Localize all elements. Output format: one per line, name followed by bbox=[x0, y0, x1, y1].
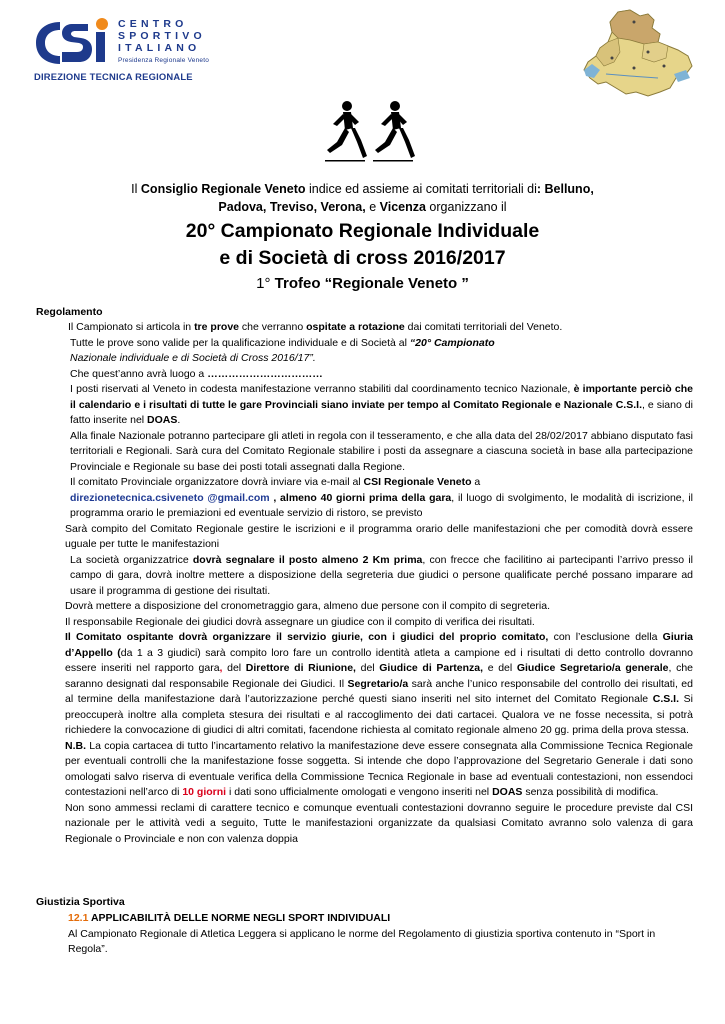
para-d: I posti riservati al Veneto in codesta manifestazione verranno stabiliti dal coordinamento tecnico Nazionale, è importante perciò che il calendario e i risultati di tutte le gare Provinciali siano inviate per tempo al Comitato Regionale e Nazionale C.S.I., e siano di fatto inserite nel DOAS. bbox=[70, 383, 693, 426]
title-line-3: 1° Trofeo “Regionale Veneto ” bbox=[256, 275, 469, 292]
para-c: Che quest’anno avrà luogo a …………………………… bbox=[70, 367, 323, 380]
logo-line-sportivo: SPORTIVO bbox=[118, 30, 206, 42]
logo-line-centro: CENTRO bbox=[118, 18, 188, 30]
giustizia-body bbox=[68, 911, 668, 958]
intro-text: Il Consiglio Regionale Veneto indice ed assieme ai comitati territoriali di: Belluno, Padova, Treviso, Verona, e Vicenza organizzano il bbox=[131, 182, 594, 214]
para-m: N.B. La copia cartacea di tutto l’incartamento relativo la manifestazione deve essere consegnata alla Commissione Tecnica Regionale per eventuali controlli che la manifestazione fosse soggetta. Si intende che dopo l’approvazione del Segretario Generale i dati sono omologati salvo riserva di eventuale verifica della Commissione Tecnica Regionale in base ad eventuali contestazioni, non essendoci contestazioni nell’arco di 10 giorni i dati sono ufficialmente omologati e vengono inseriti nel DOAS senza possibilità di modifica. bbox=[65, 739, 693, 798]
para-l: Il Comitato ospitante dovrà organizzare il servizio giurie, con i giudici del proprio comitato, con l’esclusione della Giuria d’Appello (da 1 a 3 giudici) sarà compito loro fare un controllo identità atleta a campione ed i risultati di detto controllo dovranno essere inseriti nel rapporto gara, del Direttore di Riunione, del Giudice di Partenza, e del Giudice Segretario/a generale, che saranno designati dal responsabile Regionale dei Giudici. Il Segretario/a sarà anche l’unico responsabile del controllo dei risultati, ed al termine della manifestazione darà l’autorizzazione perché questi siano inseriti nel sito internet del Comitato Regionale C.S.I. Si preoccuperà inoltre alla completa stesura dei risultati e al raccoglimento dei dati cartacei. Qualora ve ne fosse necessita, si potrà richiedere la convocazione di giudici di altri comitati, facendone richiesta al comitato regionale almeno 20 gg. prima della prova stessa. bbox=[65, 631, 693, 736]
para-a: Il Campionato si articola in tre prove che verranno ospitate a rotazione dai comitati territoriali del Veneto. bbox=[68, 321, 563, 333]
giustizia-heading: Giustizia Sportiva bbox=[36, 896, 125, 908]
para-k: Il responsabile Regionale dei giudici dovrà assegnare un giudice con il compito di verifica dei risultati. bbox=[65, 615, 535, 628]
logo-line-italiano: ITALIANO bbox=[118, 42, 201, 54]
para-b: Tutte le prove sono valide per la qualificazione individuale e di Società al “20° Campionato Nazionale individuale e di Società di Cross 2016/17”. bbox=[70, 336, 495, 364]
logo-direzione: DIREZIONE TECNICA REGIONALE bbox=[34, 71, 193, 82]
para-f: Il comitato Provinciale organizzatore dovrà inviare via e-mail al CSI Regionale Veneto a bbox=[70, 476, 481, 488]
para-j: Dovrà mettere a disposizione del cronometraggio gara, almeno due persone con il compito di segreteria. bbox=[65, 600, 551, 612]
para-g: direzionetecnica.csiveneto @gmail.com , almeno 40 giorni prima della gara, il luogo di svolgimento, le modalità di iscrizione, il programma orario le premiazioni ed eventuale servizio di ristoro, se previsto bbox=[70, 491, 694, 519]
logo-text bbox=[118, 18, 209, 64]
csi-logo-mark-icon bbox=[30, 16, 118, 70]
email-link[interactable]: direzionetecnica.csiveneto @gmail.com bbox=[70, 491, 270, 504]
title-line-2: e di Società di cross 2016/2017 bbox=[219, 247, 506, 269]
giustizia-text: Al Campionato Regionale di Atletica Leggera si applicano le norme del Regolamento di giustizia sportiva contenuto in “Sport in Regola”. bbox=[68, 927, 656, 955]
two-runners-icon bbox=[315, 98, 419, 166]
regolamento-body bbox=[65, 320, 694, 847]
csi-logo bbox=[30, 16, 220, 86]
giustizia-title: 12.1 APPLICABILITÀ DELLE NORME NEGLI SPORT INDIVIDUALI bbox=[68, 912, 391, 924]
regolamento-heading: Regolamento bbox=[36, 306, 103, 318]
para-h: Sarà compito del Comitato Regionale gestire le iscrizioni e il programma orario delle manifestazioni che per comodità dovrà essere uguale per tutte le manifestazioni bbox=[65, 522, 693, 550]
logo-subtitle: Presidenza Regionale Veneto bbox=[118, 57, 210, 64]
para-e: Alla finale Nazionale potranno partecipare gli atleti in regola con il tesseramento, e che alla data del 28/02/2017 abbiano disputato fasi territoriali e Regionali. Sarà cura del Comitato Regionale stabilire i posti da assegnare a ciascuna società in base alla partecipazione Provinciale e Regionale su base dei posti totali assegnati dalla Regione. bbox=[70, 429, 693, 473]
veneto-region-map-icon bbox=[578, 8, 696, 100]
title-line-1: 20° Campionato Regionale Individuale bbox=[185, 220, 540, 242]
para-i: La società organizzatrice dovrà segnalare il posto almeno 2 Km prima, con frecce che facilitino ai partecipanti l’arrivo presso il campo di gara, dovrà inoltre mettere a disposizione della segreteria due giudici o persone qualificate perché possano imparare ad usare il programma di gestione dei risultati. bbox=[70, 553, 693, 597]
para-n: Non sono ammessi reclami di carattere tecnico e comunque eventuali contestazioni dovranno seguire le procedure previste dal CSI nazionale per le attività vedi a seguito, Tutte le manifestazioni organizzate da qualsiasi Comitato avranno solo valenza di gara Regionale o Provinciale e non con valenza doppia bbox=[65, 801, 693, 845]
